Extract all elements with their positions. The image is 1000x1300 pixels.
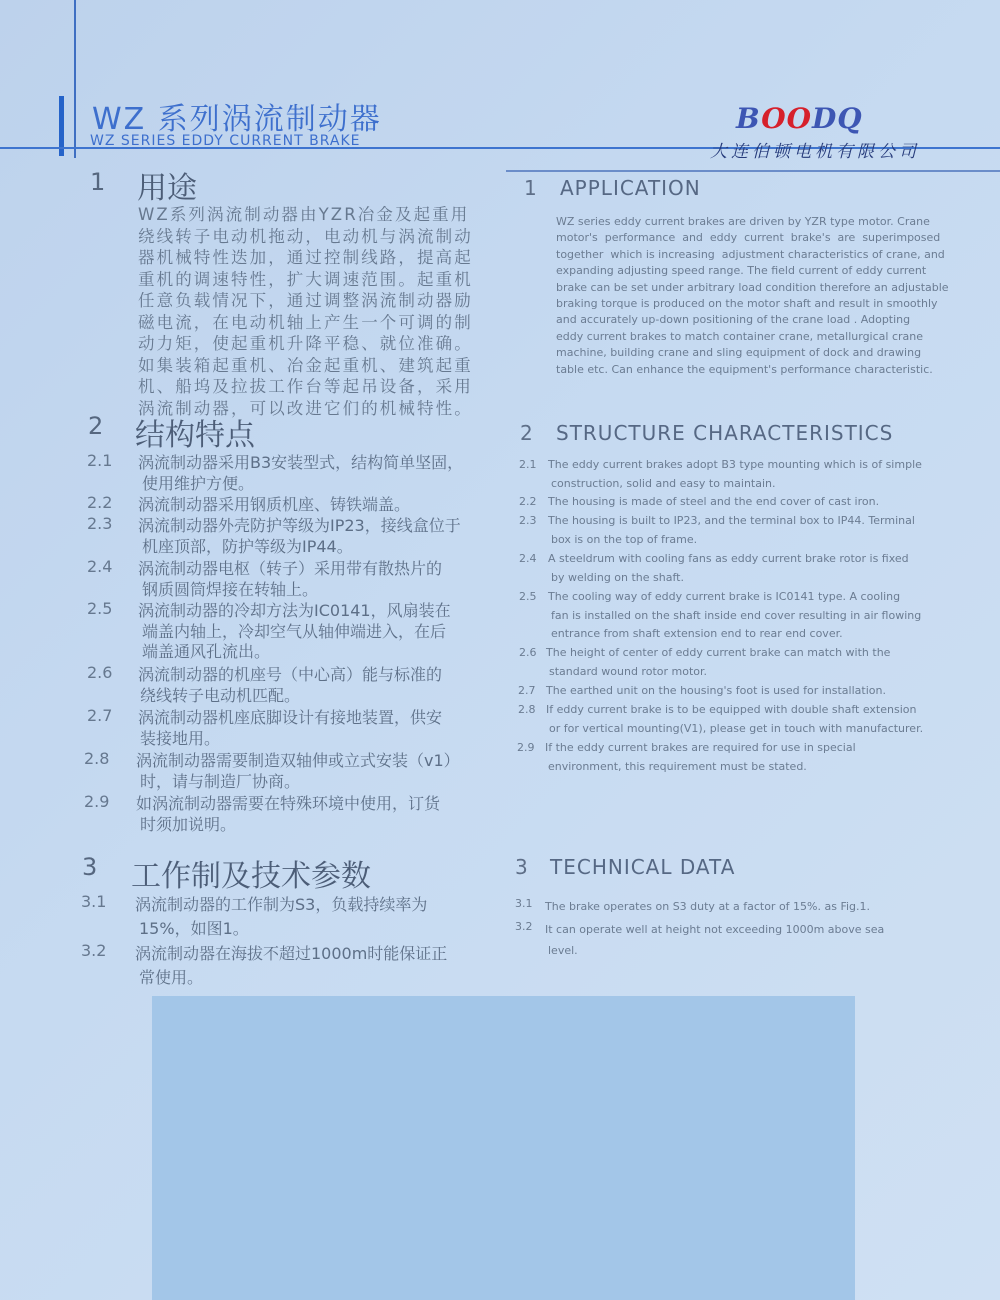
en-item [548,550,909,587]
cn-section-number: 1 [90,168,106,196]
text-line: expanding adjusting speed range. The field current of eddy current [556,264,927,278]
cn-item-number: 2.8 [84,749,110,768]
text-line: machine, building crane and sling equipment of dock and drawing [556,346,922,360]
text-line: eddy current brakes to match container crane, metallurgical crane [556,329,924,343]
text-line: and accurately up-down positioning of the crane load . Adopting [556,313,911,327]
en-item [548,493,879,512]
text-line: 涡流制动器采用钢质机座、铸铁端盖。 [138,495,411,514]
text-line: 时，请与制造厂协商。 [140,771,301,791]
text-line: 15%，如图1。 [139,919,249,938]
text-line: The housing is made of steel and the end cover of cast iron. [548,495,880,508]
cn-item [138,708,442,749]
en-item-number: 2.5 [519,590,537,603]
en-item-number: 3.1 [515,897,533,910]
en-section-number: 1 [524,176,537,200]
en-item [548,588,921,644]
cn-item [135,893,427,941]
text-line: 端盖通风孔流出。 [142,642,271,661]
text-line: fan is installed on the shaft inside end cover resulting in air flowing [551,608,922,622]
text-line: 装接地用。 [140,728,221,748]
en-item [548,456,922,493]
cn-section-heading: 结构特点 [135,418,255,453]
en-item [545,896,870,918]
text-line: braking torque is produced on the motor shaft and result in smoothly [556,297,938,311]
en-item-number: 3.2 [515,920,533,933]
text-line: If eddy current brake is to be equipped with double shaft extension [546,703,917,716]
cn-item [138,559,442,600]
text-line: table etc. Can enhance the equipment's performance characteristic. [556,362,933,376]
right-column-rule [506,170,1000,172]
en-item-number: 2.4 [519,552,537,565]
cn-item-number: 2.3 [87,514,113,533]
text-line: The housing is built to IP23, and the terminal box to IP44. Terminal [548,514,915,527]
text-line: 动力矩，使起重机升降平稳、就位准确。 [138,334,473,353]
text-line: 端盖内轴上，冷却空气从轴伸端进入，在后 [142,621,447,641]
en-item [546,701,923,738]
text-line: It can operate well at height not exceeding 1000m above sea [545,923,885,936]
cn-section-number: 2 [88,412,104,440]
text-line: WZ系列涡流制动器由YZR冶金及起重用 [138,205,470,224]
text-line: standard wound rotor motor. [549,664,708,678]
cn-section-number: 3 [82,853,98,881]
text-line: box is on the top of frame. [551,532,698,546]
text-line: by welding on the shaft. [551,570,684,584]
cn-item-number: 2.7 [87,706,113,725]
text-line: The earthed unit on the housing's foot is used for installation. [546,684,886,697]
cn-item [138,665,442,706]
text-line: environment, this requirement must be stated. [548,759,807,773]
text-line: 绕线转子电动机匹配。 [140,685,301,705]
text-line: WZ series eddy current brakes are driven by YZR type motor. Crane [556,215,930,228]
text-line: The eddy current brakes adopt B3 type mounting which is of simple [548,458,922,471]
cn-item-number: 2.9 [84,792,110,811]
cn-item [135,942,447,990]
cn-item-number: 2.2 [87,493,113,512]
text-line: 钢质圆筒焊接在转轴上。 [142,579,319,599]
text-line: 涡流制动器电枢（转子）采用带有散热片的 [138,559,443,578]
text-line: 机、船坞及拉拔工作台等起吊设备，采用 [138,377,473,396]
text-line: The brake operates on S3 duty at a factor of 15%. as Fig.1. [545,900,871,913]
cn-section-heading: 工作制及技术参数 [131,859,371,894]
text-line: 涡流制动器的工作制为S3，负载持续率为 [135,895,428,914]
cn-item-number: 2.4 [87,557,113,576]
cn-item [138,601,451,663]
text-line: entrance from shaft extension end to rear end cover. [551,627,843,640]
brand-logo: BOODQ [736,102,863,135]
text-line: 磁电流，在电动机轴上产生一个可调的制 [138,312,473,332]
cn-item [138,453,463,494]
page-title-cn: WZ 系列涡流制动器 [92,102,382,137]
text-line: level. [548,944,578,957]
en-item [548,512,915,549]
en-section-heading: TECHNICAL DATA [550,855,736,879]
text-line: The height of center of eddy current brake can match with the [546,646,891,659]
text-line: 任意负载情况下，通过调整涡流制动器励 [138,291,473,310]
cn-item-number: 2.1 [87,451,113,470]
text-line: 涡流制动器，可以改进它们的机械特性。 [138,398,473,418]
en-item-number: 2.1 [519,458,537,471]
text-line: construction, solid and easy to maintain. [551,476,776,490]
en-item-number: 2.9 [517,741,535,754]
text-line: 涡流制动器采用B3安装型式，结构简单坚固， [138,453,464,472]
cn-item [138,516,461,557]
en-item-number: 2.3 [519,514,537,527]
cn-item [136,794,440,835]
text-line: 机座顶部，防护等级为IP44。 [142,536,353,556]
text-line: motor's performance and eddy current brake's are superimposed [556,231,941,245]
text-line: 涡流制动器的冷却方法为IC0141，风扇装在 [138,601,451,620]
text-line: 使用维护方便。 [142,473,255,493]
text-line: 绕线转子电动机拖动，电动机与涡流制动 [138,226,473,246]
text-line: 常使用。 [139,968,204,987]
text-line: 重机的调速特性，扩大调速范围。起重机 [138,269,473,289]
text-line: 器机械特性迭加，通过控制线路，提高起 [138,248,473,267]
page-title-en: WZ SERIES EDDY CURRENT BRAKE [90,133,361,149]
en-item-number: 2.6 [519,646,537,659]
cn-item [136,751,460,792]
en-application-text [556,214,949,378]
en-item-number: 2.2 [519,495,537,508]
text-line: 涡流制动器在海拔不超过1000m时能保证正 [135,944,448,963]
cn-item-number: 3.1 [81,892,107,911]
text-line: 时须加说明。 [140,814,237,834]
blank-panel [152,996,855,1300]
text-line: 涡流制动器机座底脚设计有接地装置，供安 [138,708,443,727]
en-item [545,919,884,961]
text-line: brake can be set under arbitrary load condition therefore an adjustable [556,280,949,294]
text-line: 如涡流制动器需要在特殊环境中使用，订货 [136,794,441,813]
text-line: 涡流制动器需要制造双轴伸或立式安装（v1） [136,751,460,770]
en-section-heading: APPLICATION [560,176,701,200]
text-line: A steeldrum with cooling fans as eddy current brake rotor is fixed [548,552,909,565]
cn-item-number: 3.2 [81,941,107,960]
en-item-number: 2.7 [518,684,536,697]
text-line: together which is increasing adjustment characteristics of crane, and [556,247,945,261]
cn-section-heading: 用途 [137,171,197,206]
cn-item [138,495,410,516]
text-line: If the eddy current brakes are required for use in special [545,741,856,754]
en-item [546,644,890,681]
en-section-number: 2 [520,421,533,445]
text-line: The cooling way of eddy current brake is IC0141 type. A cooling [548,590,901,603]
text-line: 涡流制动器的机座号（中心高）能与标准的 [138,665,443,684]
company-name: 大连伯顿电机有限公司 [710,142,920,162]
en-item-number: 2.8 [518,703,536,716]
en-item [546,682,886,701]
cn-item-number: 2.5 [87,599,113,618]
text-line: or for vertical mounting(V1), please get in touch with manufacturer. [549,721,924,735]
text-line: 涡流制动器外壳防护等级为IP23，接线盒位于 [138,516,461,535]
cn-application-text [138,204,473,419]
cn-item-number: 2.6 [87,663,113,682]
en-item [545,739,856,776]
left-margin-line [74,0,76,158]
text-line: 如集装箱起重机、冶金起重机、建筑起重 [138,355,473,375]
en-section-heading: STRUCTURE CHARACTERISTICS [556,421,894,445]
en-section-number: 3 [515,855,528,879]
